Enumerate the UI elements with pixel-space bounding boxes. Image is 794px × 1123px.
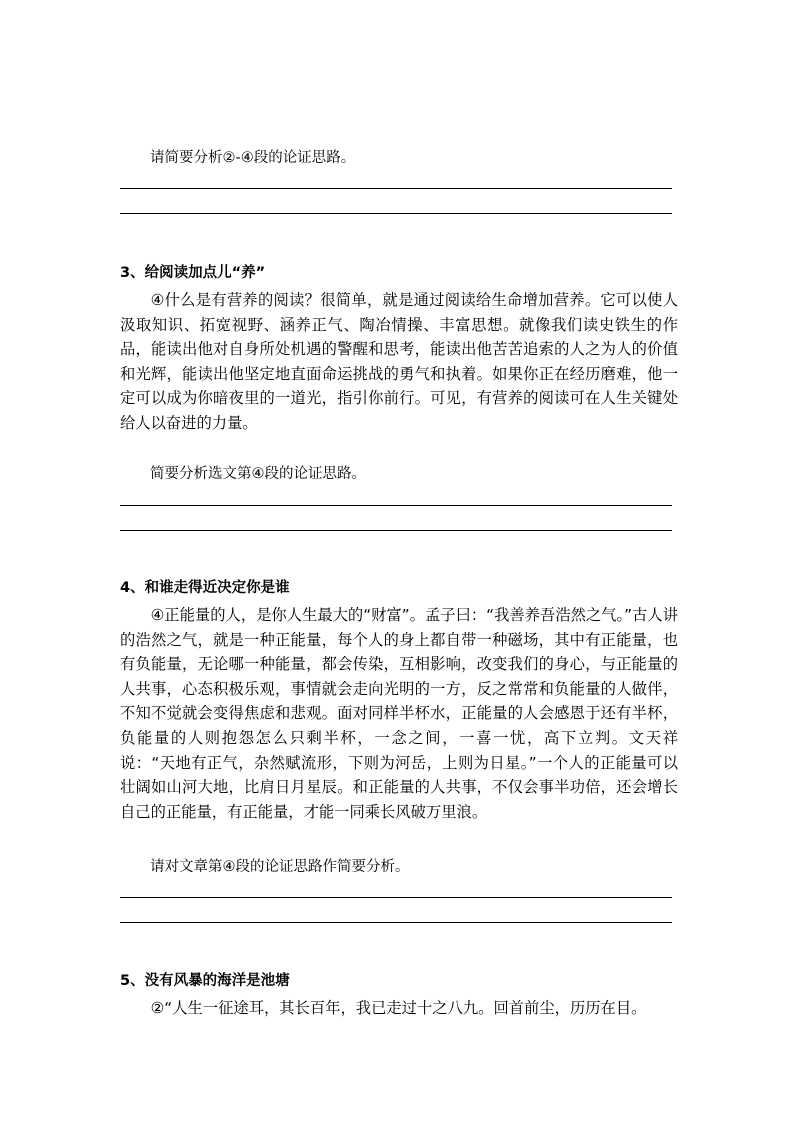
answer-line[interactable]: [120, 188, 672, 189]
reading-paragraph: ④什么是有营养的阅读？很简单，就是通过阅读给生命增加营养。它可以使人汲取知识、拓宽视野、涵养正气、陶冶情操、丰富思想。就像我们读史铁生的作品，能读出他对自身所处机遇的警醒和思考，能读出他苦苦追索的人之为人的价值和光辉，能读出他坚定地直面命运挑战的勇气和执着。如果你正在经历磨难，他一定可以成为你暗夜里的一道光，指引你前行。可见，有营养的阅读可在人生关键处给人以奋进的力量。: [120, 291, 678, 432]
answer-line[interactable]: [120, 530, 672, 531]
section-heading: 3、给阅读加点儿“养”: [120, 265, 266, 281]
question-prompt: 请对文章第④段的论证思路作简要分析。: [150, 859, 410, 875]
answer-line[interactable]: [120, 897, 672, 898]
answer-line[interactable]: [120, 505, 672, 506]
section-heading: 5、没有风暴的海洋是池塘: [120, 973, 290, 989]
question-prompt: 简要分析选文第④段的论证思路。: [150, 466, 366, 482]
question-prompt: 请简要分析②-④段的论证思路。: [150, 150, 356, 166]
reading-paragraph: ②“人生一征途耳，其长百年，我已走过十之八九。回首前尘，历历在目。: [150, 999, 647, 1017]
section-heading: 4、和谁走得近决定你是谁: [120, 580, 290, 596]
answer-line[interactable]: [120, 922, 672, 923]
answer-line[interactable]: [120, 213, 672, 214]
reading-paragraph: ④正能量的人，是你人生最大的“财富”。孟子曰：“我善养吾浩然之气。”古人讲的浩然之气，就是一种正能量，每个人的身上都自带一种磁场，其中有正能量，也有负能量，无论哪一种能量，都会传染，互相影响，改变我们的身心，与正能量的人共事，心态积极乐观，事情就会走向光明的一方，反之常常和负能量的人做伴，不知不觉就会变得焦虑和悲观。面对同样半杯水，正能量的人会感恩于还有半杯，负能量的人则抱怨怎么只剩半杯，一念之间，一喜一忧，高下立判。文天祥说：“天地有正气，杂然赋流形，下则为河岳，上则为日星。”一个人的正能量可以壮阔如山河大地，比肩日月星辰。和正能量的人共事，不仅会事半功倍，还会增长自己的正能量，有正能量，才能一同乘长风破万里浪。: [120, 606, 678, 821]
